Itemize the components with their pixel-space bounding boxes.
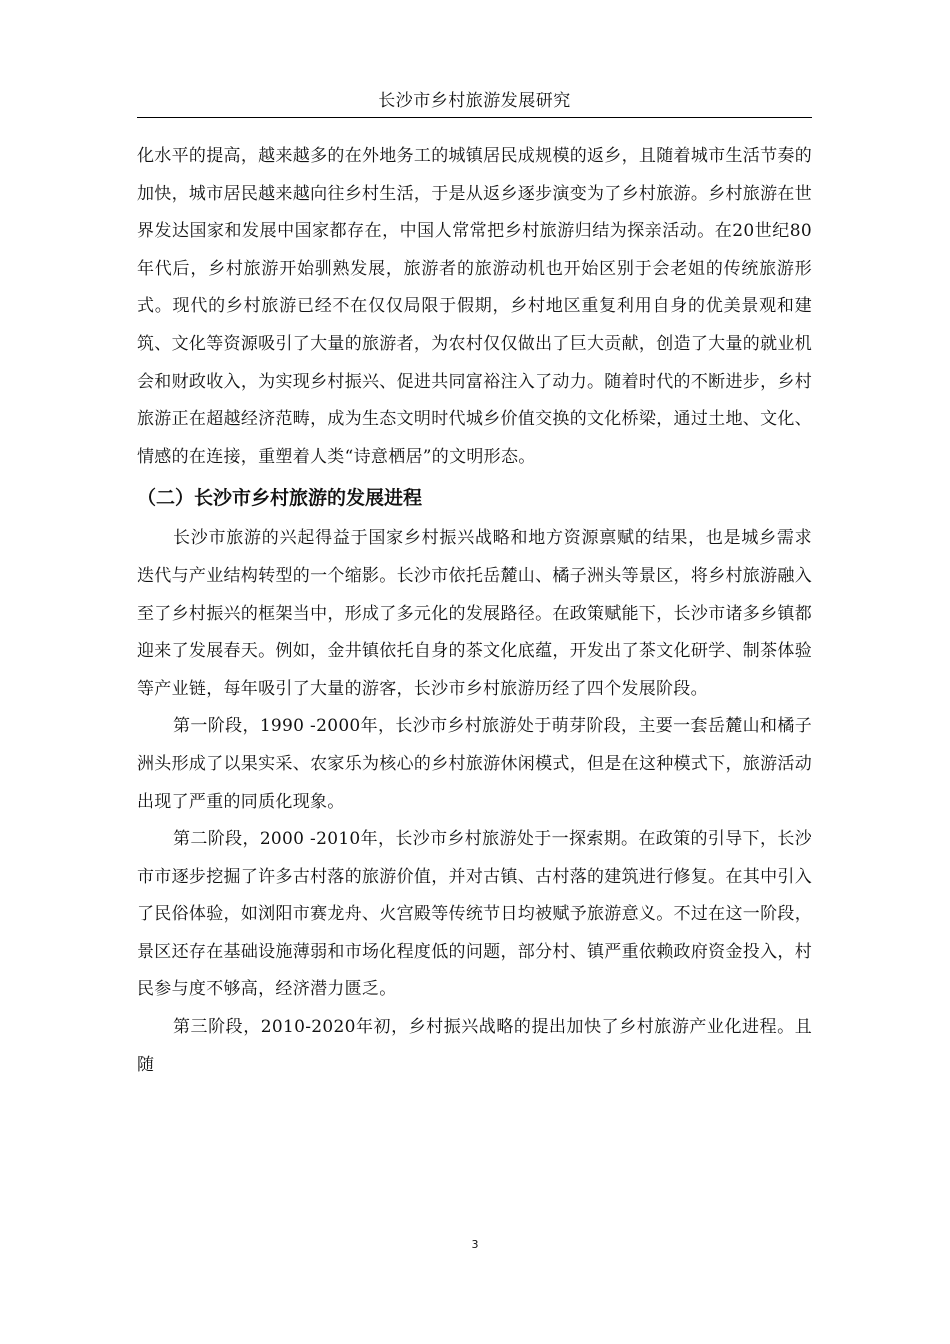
page-number: 3 bbox=[471, 1238, 479, 1251]
paragraph-continued: 化水平的提高，越来越多的在外地务工的城镇居民成规模的返乡，且随着城市生活节奏的加快，城市居民越来越向往乡村生活，于是从返乡逐步演变为了乡村旅游。乡村旅游在世界发达国家和发展中国家都存在，中国人常常把乡村旅游归结为探亲活动。在20世纪80年代后，乡村旅游开始驯熟发展，旅游者的旅游动机也开始区别于会老姐的传统旅游形式。现代的乡村旅游已经不在仅仅局限于假期，乡村地区重复利用自身的优美景观和建筑、文化等资源吸引了大量的旅游者，为农村仅仅做出了巨大贡献，创造了大量的就业机会和财政收入，为实现乡村振兴、促进共同富裕注入了动力。随着时代的不断进步，乡村旅游正在超越经济范畴，成为生态文明时代城乡价值交换的文化桥梁，通过土地、文化、情感的在连接，重塑着人类“诗意栖居”的文明形态。 bbox=[137, 146, 812, 467]
document-body bbox=[137, 138, 812, 1084]
paragraph-stage-one: 第一阶段，1990 -2000年，长沙市乡村旅游处于萌芽阶段，主要一套岳麓山和橘子洲头形成了以果实采、农家乐为核心的乡村旅游休闲模式，但是在这种模式下，旅游活动出现了严重的同质化现象。 bbox=[137, 716, 812, 812]
paragraph-overview: 长沙市旅游的兴起得益于国家乡村振兴战略和地方资源禀赋的结果，也是城乡需求迭代与产业结构转型的一个缩影。长沙市依托岳麓山、橘子洲头等景区，将乡村旅游融入至了乡村振兴的框架当中，形成了多元化的发展路径。在政策赋能下，长沙市诸多乡镇都迎来了发展春天。例如，金井镇依托自身的茶文化底蕴，开发出了茶文化研学、制茶体验等产业链，每年吸引了大量的游客，长沙市乡村旅游历经了四个发展阶段。 bbox=[137, 528, 812, 699]
paragraph-stage-two: 第二阶段，2000 -2010年，长沙市乡村旅游处于一探索期。在政策的引导下，长沙市市逐步挖掘了许多古村落的旅游价值，并对古镇、古村落的建筑进行修复。在其中引入了民俗体验，如浏阳市赛龙舟、火宫殿等传统节日均被赋予旅游意义。不过在这一阶段，景区还存在基础设施薄弱和市场化程度低的问题，部分村、镇严重依赖政府资金投入，村民参与度不够高，经济潜力匮乏。 bbox=[137, 829, 812, 1000]
header-divider bbox=[137, 117, 812, 118]
running-header-title: 长沙市乡村旅游发展研究 bbox=[378, 91, 571, 111]
section-heading: （二）长沙市乡村旅游的发展进程 bbox=[137, 487, 423, 510]
paragraph-stage-three: 第三阶段，2010-2020年初，乡村振兴战略的提出加快了乡村旅游产业化进程。且随 bbox=[137, 1017, 812, 1075]
